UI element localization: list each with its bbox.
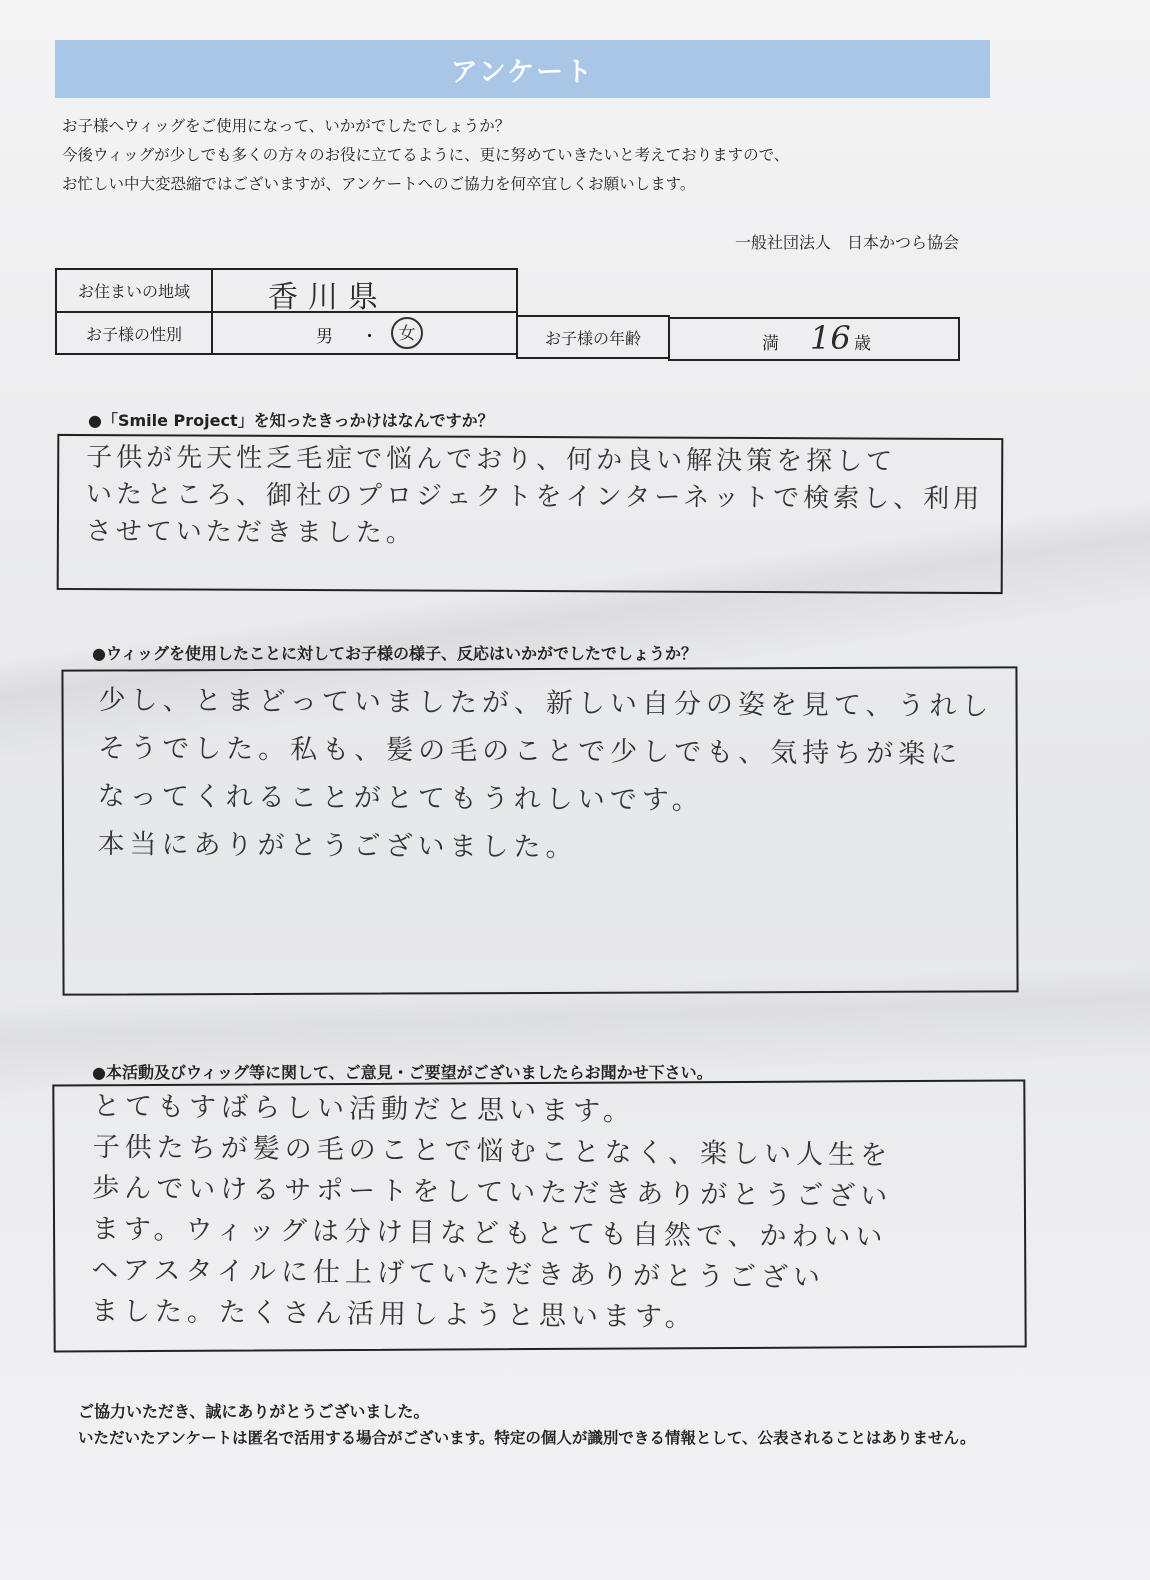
- question-1-answer: [86, 440, 984, 556]
- title-banner: [55, 40, 990, 98]
- footer-notice: [78, 1398, 975, 1452]
- answer-line: ました。たくさん活用しようと思います。: [90, 1295, 697, 1334]
- gender-label-cell: [55, 311, 213, 355]
- answer-line: 子供が先天性乏毛症で悩んでおり、何か良い解決策を探して: [86, 442, 897, 477]
- answer-line: ヘアスタイルに仕上げていただきありがとうござい: [91, 1254, 826, 1294]
- organization-name: 一般社団法人 日本かつら協会: [735, 233, 960, 252]
- answer-line: 少し、とまどっていましたが、新しい自分の姿を見て、うれし: [98, 684, 994, 723]
- answer-line: なってくれることがとてもうれしいです。: [97, 780, 704, 817]
- gender-separator: ・: [361, 327, 378, 347]
- answer-line: とてもすばらしい活動だと思います。: [92, 1090, 636, 1128]
- region-label: お住まいの地域: [77, 282, 190, 301]
- answer-line: 子供たちが髪の毛のことで悩むことなく、楽しい人生を: [92, 1131, 893, 1172]
- intro-line: お子様へウィッグをご使用になって、いかがでしたでしょうか？: [62, 117, 511, 135]
- age-label-cell: [516, 315, 670, 359]
- page-title: アンケート: [450, 56, 595, 88]
- region-value-cell: [211, 268, 518, 313]
- gender-value-cell: [211, 311, 518, 355]
- gender-option-male: 男: [316, 327, 333, 347]
- answer-line: させていただきました。: [85, 516, 416, 549]
- answer-line: ます。ウィッグは分け目などもとても自然で、かわいい: [91, 1213, 888, 1254]
- age-prefix: 満: [762, 334, 779, 354]
- intro-line: お忙しい中大変恐縮ではございますが、アンケートへのご協力を何卒宜しくお願いします。: [62, 175, 696, 193]
- gender-option-female-circled: 女: [391, 317, 423, 349]
- footer-line: ご協力いただき、誠にありがとうございました。: [78, 1402, 430, 1421]
- answer-line: 本当にありがとうございました。: [97, 828, 578, 864]
- gender-label: お子様の性別: [85, 324, 182, 344]
- age-value-cell: [668, 317, 960, 361]
- question-1-label: ●「Smile Project」を知ったきっかけはなんですか？: [88, 411, 494, 430]
- answer-line: 歩んでいけるサポートをしていただきありがとうござい: [92, 1172, 893, 1213]
- intro-text: [62, 112, 789, 199]
- age-suffix: 歳: [854, 334, 871, 354]
- age-value: 16: [810, 319, 851, 357]
- footer-line: いただいたアンケートは匿名で活用する場合がございます。特定の個人が識別できる情報として、公表されることはありません。: [78, 1429, 976, 1447]
- age-label: お子様の年齢: [544, 328, 641, 348]
- question-3-answer: [91, 1086, 894, 1340]
- answer-line: いたところ、御社のプロジェクトをインターネットで検索し、利用: [85, 479, 984, 515]
- region-label-cell: [55, 268, 213, 313]
- question-2-label: ●ウィッグを使用したことに対してお子様の様子、反応はいかがでしたでしょうか？: [92, 644, 698, 663]
- question-3-label: ●本活動及びウィッグ等に関して、ご意見・ご要望がございましたらお聞かせ下さい。: [92, 1063, 713, 1082]
- question-2-answer: [97, 677, 993, 875]
- answer-line: そうでした。私も、髪の毛のことで少しでも、気持ちが楽に: [98, 732, 963, 770]
- intro-line: 今後ウィッグが少しでも多くの方々のお役に立てるように、更に努めていきたいと考えておりますので、: [62, 146, 790, 164]
- region-value: 香川県: [268, 280, 388, 315]
